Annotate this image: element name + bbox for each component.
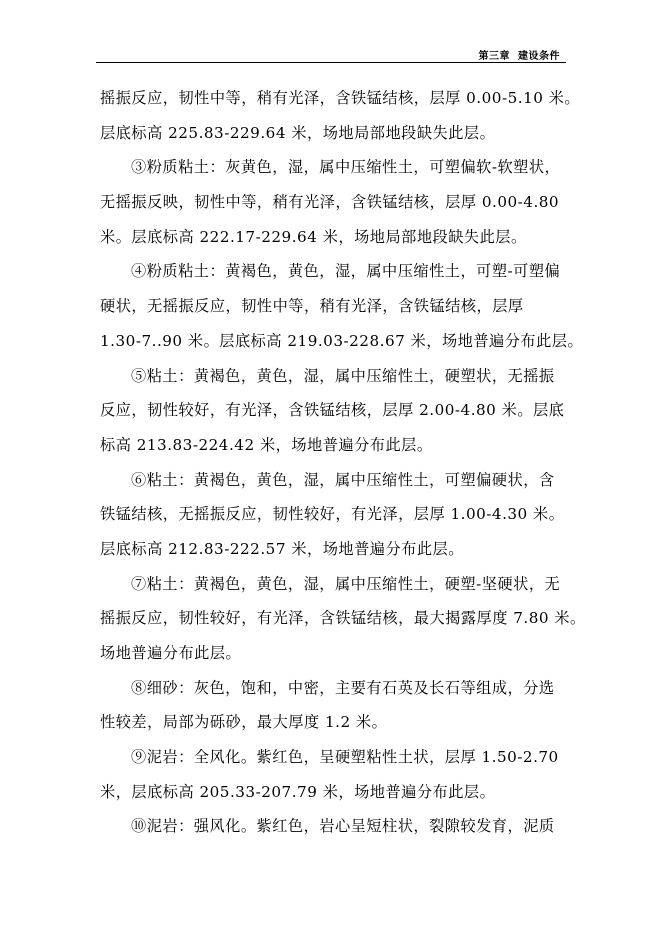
text-line: 铁锰结核，无摇振反应，韧性较好，有光泽，层厚 1.00-4.30 米。 — [100, 505, 565, 524]
paragraph-layer-7 — [100, 567, 586, 671]
text-line: ⑨泥岩：全风化。紫红色，呈硬塑粘性土状，层厚 1.50-2.70 — [131, 748, 559, 767]
text-line: ⑦粘土：黄褐色，黄色，湿，属中压缩性土，硬塑-坚硬状，无 — [131, 574, 561, 593]
text-line: 场地普遍分布此层。 — [100, 644, 242, 662]
text-line: ⑥粘土：黄褐色，黄色，湿，属中压缩性土，可塑偏硬状，含 — [131, 470, 555, 489]
paragraph-layer-5 — [100, 359, 570, 463]
text-line: 反应，韧性较好，有光泽，含铁锰结核，层厚 2.00-4.80 米。层底 — [100, 401, 565, 420]
text-line: ④粉质粘土：黄褐色，黄色，湿，属中压缩性土，可塑-可塑偏 — [131, 262, 561, 281]
paragraph-layer-3 — [100, 150, 570, 254]
paragraph-layer-6 — [100, 463, 570, 567]
paragraph-layer-8 — [100, 671, 570, 740]
text-line: 硬状，无摇振反应，韧性中等，稍有光泽，含铁锰结核，层厚 — [100, 297, 524, 316]
paragraph-layer-10 — [100, 809, 570, 844]
text-line: ⑤粘土：黄褐色，黄色，湿，属中压缩性土，硬塑状，无摇振 — [131, 366, 555, 385]
text-line: 无摇振反映，韧性中等，稍有光泽，含铁锰结核，层厚 0.00-4.80 — [100, 193, 560, 212]
paragraph-layer-2-continued — [100, 81, 581, 150]
text-line: 摇振反应，韧性中等，稍有光泽，含铁锰结核，层厚 0.00-5.10 米。 — [100, 89, 581, 107]
text-line: ⑩泥岩：强风化。紫红色，岩心呈短柱状，裂隙较发育，泥质 — [131, 817, 555, 836]
text-line: 摇振反应，韧性较好，有光泽，含铁锰结核，最大揭露厚度 7.80 米。 — [100, 609, 586, 628]
chapter-title: 第三章 建设条件 — [478, 51, 560, 62]
text-line: ③粉质粘土：灰黄色，湿，属中压缩性土，可塑偏软-软塑状， — [131, 158, 561, 177]
text-line: 层底标高 212.83-222.57 米，场地普遍分布此层。 — [100, 539, 464, 558]
text-line: 标高 213.83-224.42 米，场地普遍分布此层。 — [100, 435, 433, 454]
text-line: 1.30-7..90 米。层底标高 219.03-228.67 米，场地普遍分布此层。 — [100, 331, 584, 350]
text-line: 性较差，局部为砾砂，最大厚度 1.2 米。 — [100, 713, 388, 732]
text-line: 米。层底标高 222.17-229.64 米，场地局部地段缺失此层。 — [100, 227, 527, 246]
text-line: ⑧细砂：灰色，饱和，中密，主要有石英及长石等组成，分选 — [131, 678, 555, 697]
paragraph-layer-4 — [100, 254, 584, 358]
document-body — [100, 81, 586, 844]
text-line: 层底标高 225.83-229.64 米，场地局部地段缺失此层。 — [100, 123, 496, 142]
text-line: 米，层底标高 205.33-207.79 米，场地普遍分布此层。 — [100, 782, 496, 801]
paragraph-layer-9 — [100, 740, 570, 809]
page-header — [96, 44, 566, 63]
